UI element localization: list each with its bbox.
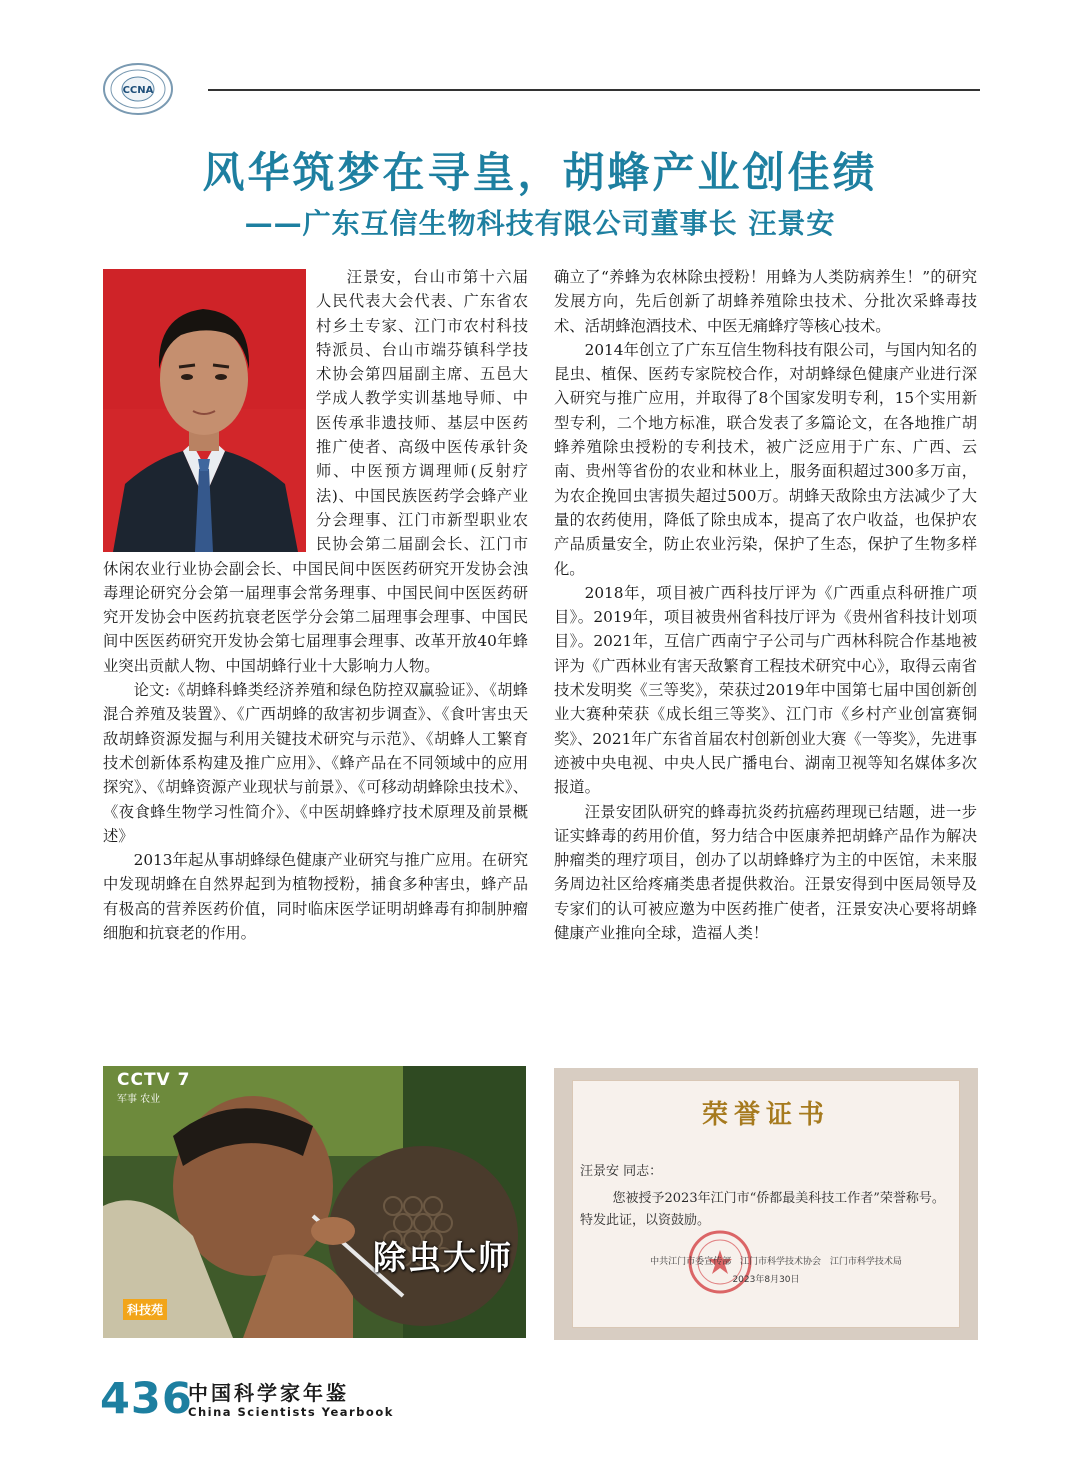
bio-paragraph: 汪景安，台山市第十六届人民代表大会代表、广东省农村乡土专家、江门市农村科技特派员、台山市端芬镇科学技术协会第四届副主席、五邑大学成人教学实训基地导师、中医传承非遗技师、基层中医药推广使者、高级中医传承针灸师、中医预方调理师(反射疗法)、中国民族医药学会蜂产业分会理事、江门市新型职业农民协会第二届副会长、江门市休闲农业行业协会副会长、中国民间中医医药研究开发协会浊毒理论研究分会第一届理事会常务理事、中国民间中医医药研究开发协会中医药抗衰老医学分会第二届理事会理事、中国民间中医医药研究开发协会第七届理事会理事、改革开放40年蜂业突出贡献人物、中国胡蜂行业十大影响力人物。: [103, 268, 528, 675]
journal-name-en: China Scientists Yearbook: [188, 1405, 394, 1419]
continuation-paragraph: 确立了“养蜂为农林除虫授粉！用蜂为人类防病养生！”的研究发展方向，先后创新了胡蜂养殖除虫技术、分批次采蜂毒技术、活胡蜂泡酒技术、中医无痛蜂疗等核心技术。: [554, 268, 977, 335]
certificate-title: 荣誉证书: [701, 1100, 830, 1130]
article-right-column: [554, 265, 977, 1045]
papers-paragraph: 论文:《胡蜂科蜂类经济养殖和绿色防控双赢验证》、《胡蜂混合养殖及装置》、《广西胡蜂的敌害初步调查》、《食叶害虫天敌胡蜂资源发掘与利用关键技术研究与示范》、《胡蜂人工繁育技术创新体系构建及推广应用》、《蜂产品在不同领域中的应用探究》、《胡蜂资源产业现状与前景》、《可移动胡蜂除虫技术》、《夜食蜂生物学习性简介》、《中医胡蜂蜂疗技术原理及前景概述》: [103, 681, 528, 845]
ccna-logo: [102, 62, 174, 116]
certificate-issuers: 中共江门市委宣传部 江门市科学技术协会 江门市科学技术局: [650, 1257, 902, 1267]
honor-certificate: [554, 1068, 978, 1340]
research-paragraph: 2013年起从事胡蜂绿色健康产业研究与推广应用。在研究中发现胡蜂在自然界起到为植物授粉，捕食多种害虫，蜂产品有极高的营养医药价值，同时临床医学证明胡蜂毒有抑制肿瘤细胞和抗衰老的作用。: [103, 851, 528, 943]
page-number: 436: [100, 1374, 193, 1424]
journal-name-cn: 中国科学家年鉴: [188, 1381, 349, 1405]
article-left-column: [103, 265, 528, 1035]
article-subtitle: ——广东互信生物科技有限公司董事长 汪景安: [244, 207, 836, 240]
program-badge: 科技苑: [123, 1299, 167, 1320]
svg-text:CCNA: CCNA: [122, 85, 154, 96]
certificate-body: 您被授予2023年江门市“侨都最美科技工作者”荣誉称号。特发此证，以资鼓励。: [580, 1191, 945, 1228]
header-rule: [208, 89, 980, 91]
cctv-logo: CCTV 7: [117, 1070, 191, 1090]
video-caption: 除虫大师: [373, 1238, 513, 1277]
certificate-date: 2023年8月30日: [732, 1275, 800, 1285]
cctv-sub-label: 军事 农业: [117, 1094, 161, 1105]
article-title: 风华筑梦在寻皇，胡蜂产业创佳绩: [202, 148, 878, 197]
awards-paragraph: 2018年，项目被广西科技厅评为《广西重点科研推广项目》。2019年，项目被贵州省科技厅评为《贵州省科技计划项目》。2021年，互信广西南宁子公司与广西林科院合作基地被评为《广西林业有害天敌繁育工程技术研究中心》，取得云南省技术发明奖《三等奖》，荣获过2019年中国第七届中国创新创业大赛种荣获《成长组三等奖》、江门市《乡村产业创富赛铜奖》、2021年广东省首届农村创新创业大赛《一等奖》，先进事迹被中央电视、中央人民广播电台、湖南卫视等知名媒体多次报道。: [554, 583, 977, 797]
certificate-recipient: 汪景安 同志：: [580, 1164, 663, 1179]
future-paragraph: 汪景安团队研究的蜂毒抗炎药抗癌药理现已结题，进一步证实蜂毒的药用价值，努力结合中医康养把胡蜂产品作为解决肿瘤类的理疗项目，创办了以胡蜂蜂疗为主的中医馆，未来服务周边社区给疼痛类患者提供救治。汪景安得到中医局领导及专家们的认可被应邀为中医药推广使者，汪景安决心要将胡蜂健康产业推向全球，造福人类！: [554, 802, 977, 943]
company-paragraph: 2014年创立了广东互信生物科技有限公司，与国内知名的昆虫、植保、医药专家院校合作，对胡蜂绿色健康产业进行深入研究与推广应用，并取得了8个国家发明专利，15个实用新型专利，二个地方标准，联合发表了多篇论文，在各地推广胡蜂养殖除虫授粉的专利技术，被广泛应用于广东、广西、云南、贵州等省份的农业和林业上，服务面积超过300多万亩，为农企挽回虫害损失超过500万。胡蜂天敌除虫方法减少了大量的农药使用，降低了除虫成本，提高了农户收益，也保护农产品质量安全，防止农业污染，保护了生态，保护了生物多样化。: [554, 340, 977, 578]
cctv-video-still: [103, 1066, 526, 1338]
